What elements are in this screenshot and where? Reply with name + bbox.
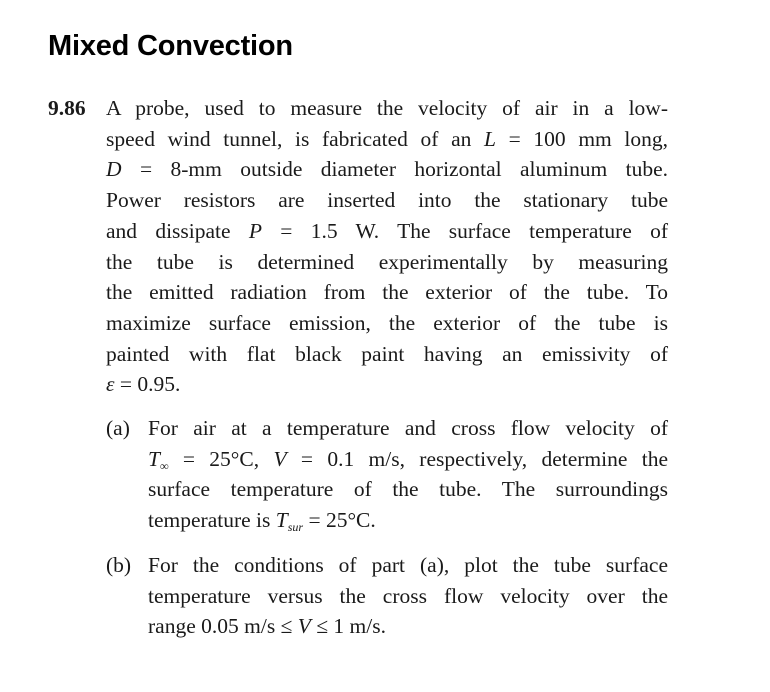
statement-line: D = 8-mm outside diameter horizontal aluminum tube. <box>106 157 668 182</box>
statement-line: maximize surface emission, the exterior of the tube is <box>106 310 668 335</box>
part-b-label: (b) <box>106 552 132 577</box>
problem-9-86 <box>48 93 668 656</box>
part-b-line: For the conditions of part (a), plot the tube surface <box>148 552 668 577</box>
statement-line: and dissipate P = 1.5 W. The surface temperature of <box>106 218 668 243</box>
statement-line: painted with flat black paint having an emissivity of <box>106 341 668 366</box>
part-a-line: $T_\infty = 25^\circ C$, V = 0.1 m/s, respectively, determine the <box>148 446 668 473</box>
part-b-line: range 0.05 m/s ≤ V ≤ 1 m/s. <box>148 614 386 639</box>
part-a-line: For air at a temperature and cross flow velocity of <box>148 416 668 441</box>
section-title: Mixed Convection <box>48 30 293 62</box>
statement-line: the tube is determined experimentally by measuring <box>106 249 668 274</box>
problem-number: 9.86 <box>48 96 86 120</box>
statement-line: ε = 0.95. <box>106 372 181 397</box>
problem-statement <box>106 93 668 400</box>
part-a-line: surface temperature of the tube. The surroundings <box>148 477 668 502</box>
statement-line: the emitted radiation from the exterior of the tube. To <box>106 280 668 305</box>
statement-line: Power resistors are inserted into the stationary tube <box>106 188 668 213</box>
part-b <box>106 550 668 642</box>
part-a-label: (a) <box>106 416 130 441</box>
problem-parts <box>106 413 668 642</box>
part-b-line: temperature versus the cross flow velocity over the <box>148 583 668 608</box>
statement-line: speed wind tunnel, is fabricated of an L = 100 mm long, <box>106 126 669 151</box>
part-a-line: temperature is $T_{sur} = 25^\circ C$. <box>148 508 376 535</box>
part-a <box>106 413 668 536</box>
statement-line: A probe, used to measure the velocity of air in a low- <box>106 96 668 120</box>
